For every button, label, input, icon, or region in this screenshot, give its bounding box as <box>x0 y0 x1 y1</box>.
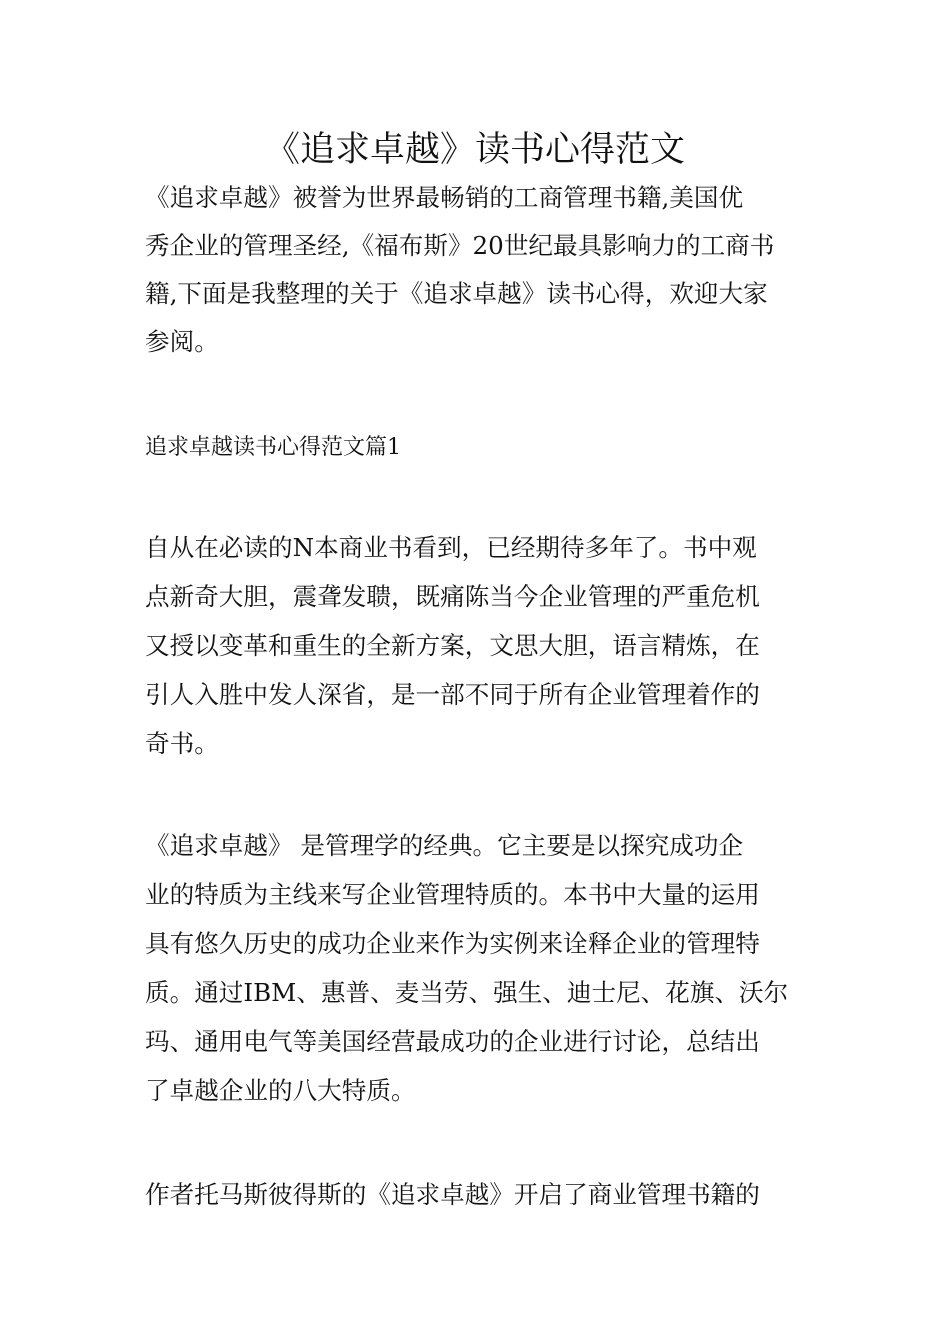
para1-line-2: 点新奇大胆，震聋发聩，既痛陈当今企业管理的严重危机 <box>145 582 760 611</box>
para2-line-6: 了卓越企业的八大特质。 <box>145 1076 416 1105</box>
intro-line-4: 参阅。 <box>145 327 219 356</box>
para1-line-1: 自从在必读的N本商业书看到，已经期待多年了。书中观 <box>145 533 757 562</box>
para2-line-1: 《追求卓越》 是管理学的经典。它主要是以探究成功企 <box>145 831 744 860</box>
intro-line-3: 籍,下面是我整理的关于《追求卓越》读书心得，欢迎大家 <box>145 279 768 308</box>
para2-line-4: 质。通过IBM、惠普、麦当劳、强生、迪士尼、花旗、沃尔 <box>145 978 789 1007</box>
intro-line-1: 《追求卓越》被誉为世界最畅销的工商管理书籍,美国优 <box>145 183 744 212</box>
document-title: 《追求卓越》读书心得范文 <box>264 130 685 170</box>
para2-line-2: 业的特质为主线来写企业管理特质的。本书中大量的运用 <box>145 880 760 909</box>
para1-line-3: 又授以变革和重生的全新方案，文思大胆，语言精炼，在 <box>145 631 760 660</box>
para1-line-5: 奇书。 <box>145 729 219 758</box>
intro-line-2: 秀企业的管理圣经,《福布斯》20世纪最具影响力的工商书 <box>145 231 775 260</box>
para2-line-5: 玛、通用电气等美国经营最成功的企业进行讨论，总结出 <box>145 1027 760 1056</box>
para2-line-3: 具有悠久历史的成功企业来作为实例来诠释企业的管理特 <box>145 929 760 958</box>
section-heading: 追求卓越读书心得范文篇1 <box>145 435 401 460</box>
para3-line-1: 作者托马斯彼得斯的《追求卓越》开启了商业管理书籍的 <box>145 1180 760 1209</box>
para1-line-4: 引人入胜中发人深省，是一部不同于所有企业管理着作的 <box>145 680 760 709</box>
